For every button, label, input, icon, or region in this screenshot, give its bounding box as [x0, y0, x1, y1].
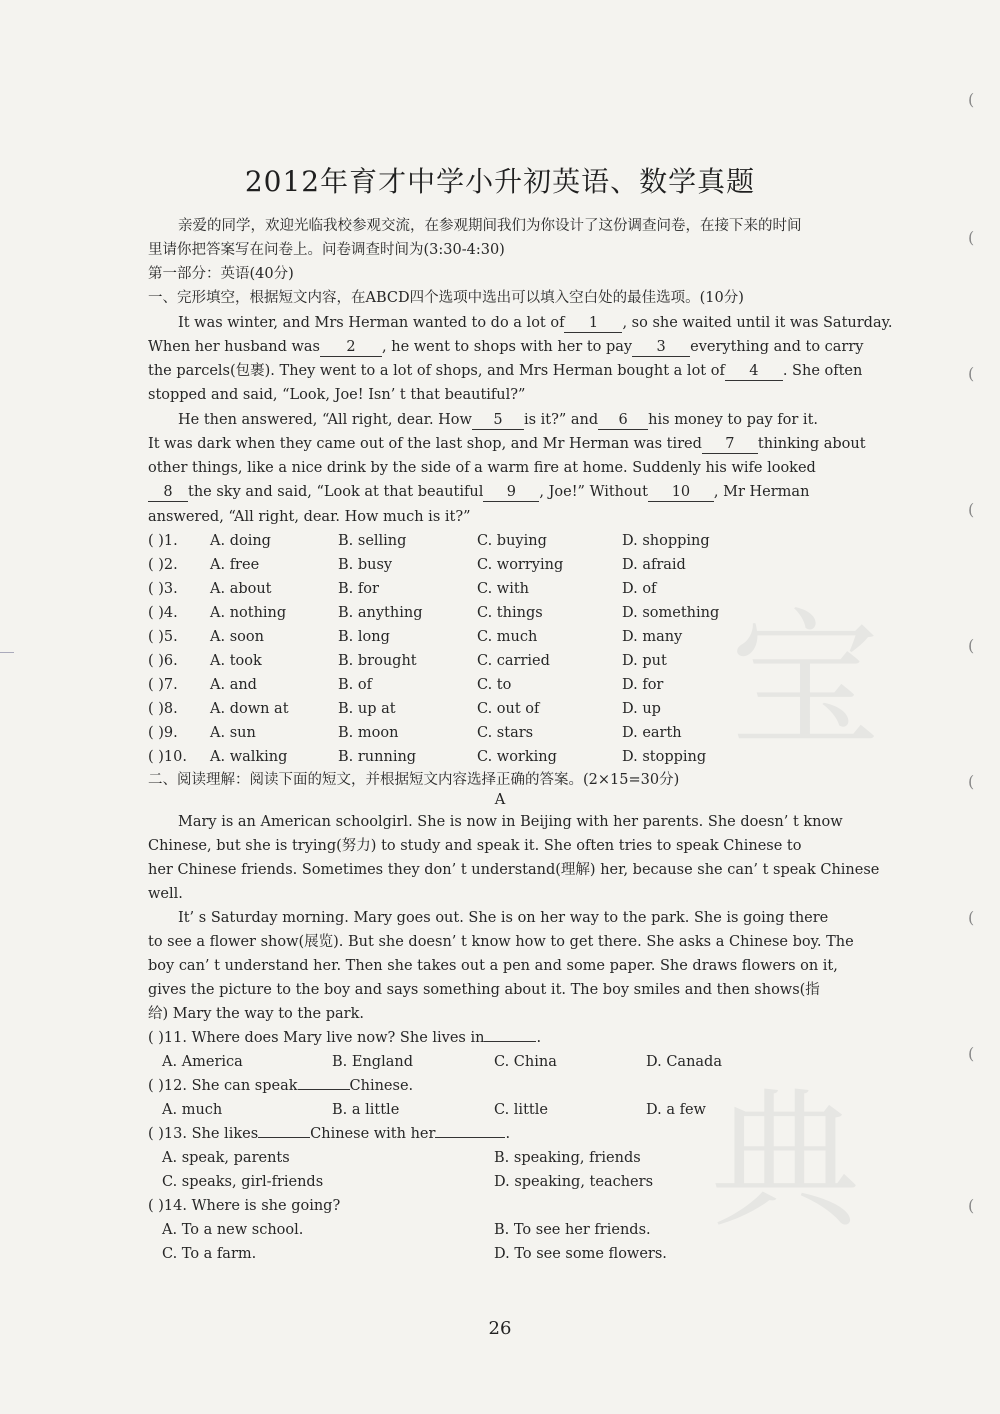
watermark-char-2: 典	[710, 1075, 861, 1249]
passage-line: 给) Mary the way to the park.	[148, 1006, 364, 1022]
option: C. little	[494, 1102, 548, 1118]
blank-10: 10	[648, 484, 714, 502]
cloze-line-7: other things, like a nice drink by the side of a warm fire at home. Suddenly his wife looked	[148, 460, 816, 476]
option: C. speaks, girl-friends	[162, 1174, 324, 1190]
option: A. America	[162, 1054, 243, 1070]
cloze-line-1: It was winter, and Mrs Herman wanted to do a lot of 1 , so she waited until it was Saturday.	[178, 315, 893, 331]
margin-mark: (	[968, 1044, 975, 1063]
margin-mark: (	[968, 364, 975, 383]
option: D. a few	[646, 1102, 706, 1118]
passage-line: boy can’ t understand her. Then she takes out a pen and some paper. She draws flowers on it,	[148, 958, 838, 974]
passage-line: to see a flower show(展览). But she doesn’ t know how to get there. She asks a Chinese boy. The	[148, 934, 854, 950]
blank-5: 5	[472, 412, 524, 430]
exam-page: 宝 典 ( ( ( ( ( ( ( ( ( 2012年育才中学小升初英语、数学真题 亲爱的同学，欢迎光临我校参观交流，在参观期间我们为你设计了这份调查问卷，在接下来的时间 里请你把答案写在问卷上。问卷调查时间为(3:30-4:30) 第一部分：英语(40分) 一、完形填空，根据短文内容，在ABCD四个选项中选出可以填入空白处的最佳选项。(10分) It was winter, and Mrs Herman wanted to do a lot of 1 , so she waited until it was Saturday. When her husband was 2 , he went to shops with her to pay 3 everything and to carry the parcels(包裹). They went to a lot of shops, and Mrs Herman bought a lot of 4 . She often stopped and said, “Look, Joe! Isn’ t that beautiful?” He then answered, “All right, dear. How 5 is it?” and 6 his money to pay for it. It was dark when they came out of the last shop, and Mr Herman was tired 7 thinking about other things, like a nice drink by the side of a warm fire at home. Suddenly his wife looked 8 the sky and said, “Look at that beautiful 9 , Joe!” Without 10 , Mr Herman answered, “All right, dear. How much is it?” ( )1. A. doing B. selling C. buying D. shopping ( )2. A. free B. busy C. worrying D. afraid ( )3. A. about B. for C. with D. of ( )4. A. nothing B. anything C. things D. something ( )5. A. soon B. long C. much D. many ( )6. A. took B. brought C. carried D. put ( )7. A. and B. of C. to D. for ( )8. A. down at B. up at C. out of D. up ( )9. A. sun B. moon C. stars D. earth ( )10. A. walking B. running C. working D. stopping 二、阅读理解：阅读下面的短文，并根据短文内容选择正确的答案。(2×15=30分) A Mary is an American schoolgirl. She is now in Beijing with her parents. She doesn’ t know Chinese, but she is trying(努力) to study and speak it. She often tries to speak Chinese to her Chinese friends. Sometimes they don’ t understand(理解) her, because she can’ t speak Chinese well. It’ s Saturday morning. Mary goes out. She is on her way to the park. She is going there to see a flower show(展览). But she doesn’ t know how to get there. She asks a Chinese boy. The boy can’ t understand her. Then she takes out a pen and some paper. She draws flowers on it, gives the picture to the boy and says something about it. The boy smiles and then shows(指 给) Mary the way to the park. ( )11. Where does Mary live now? She lives in . A. America B. England C. China D. Canada ( )12. She can speak Chinese. A. much B. a little C. little D. a few ( )13. She likes Chinese with her . A. speak, parents B. speaking, friends C. speaks, girl-friends D. speaking, teachers ( )14. Where is she going? A. To a new school. B. To see her friends. C. To a farm. D. To see some flowers. 26	[0, 0, 1000, 1414]
blank-7: 7	[702, 436, 758, 454]
option: C. China	[494, 1054, 557, 1070]
watermark-char-1: 宝	[730, 595, 881, 769]
cloze-line-3: the parcels(包裹). They went to a lot of shops, and Mrs Herman bought a lot of 4 . She often	[148, 363, 863, 379]
option: B. England	[332, 1054, 413, 1070]
margin-mark: (	[968, 636, 975, 655]
page-number: 26	[488, 1318, 512, 1339]
cloze-line-4: stopped and said, “Look, Joe! Isn’ t that beautiful?”	[148, 387, 526, 403]
blank-4: 4	[725, 363, 783, 381]
passage-line: well.	[148, 886, 183, 902]
margin-mark: (	[968, 500, 975, 519]
blank-2: 2	[320, 339, 382, 357]
option: A. speak, parents	[162, 1150, 290, 1166]
question-11: ( )11. Where does Mary live now? She lives in .	[148, 1030, 542, 1046]
answer-blank	[484, 1041, 536, 1042]
section-heading-reading: 二、阅读理解：阅读下面的短文，并根据短文内容选择正确的答案。(2×15=30分)	[148, 772, 680, 788]
blank-9: 9	[483, 484, 539, 502]
blank-8: 8	[148, 484, 188, 502]
option: D. To see some flowers.	[494, 1246, 667, 1262]
blank-3: 3	[632, 339, 690, 357]
section-heading-cloze: 一、完形填空，根据短文内容，在ABCD四个选项中选出可以填入空白处的最佳选项。(10分)	[148, 290, 744, 306]
option: B. To see her friends.	[494, 1222, 651, 1238]
intro-line-2: 里请你把答案写在问卷上。问卷调查时间为(3:30-4:30)	[148, 242, 505, 258]
cloze-line-2: When her husband was 2 , he went to shops with her to pay 3 everything and to carry	[148, 339, 864, 355]
margin-mark: (	[968, 1196, 975, 1215]
margin-mark: (	[968, 228, 975, 247]
passage-label: A	[494, 792, 506, 808]
blank-1: 1	[564, 315, 622, 333]
cloze-line-8: 8 the sky and said, “Look at that beautiful 9 , Joe!” Without 10 , Mr Herman	[148, 482, 883, 502]
blank-6: 6	[598, 412, 648, 430]
part-heading: 第一部分：英语(40分)	[148, 266, 294, 282]
cloze-line-9: answered, “All right, dear. How much is it?”	[148, 509, 471, 525]
answer-blank	[258, 1137, 310, 1138]
question-13: ( )13. She likes Chinese with her .	[148, 1126, 511, 1142]
option: A. To a new school.	[162, 1222, 304, 1238]
cloze-line-6: It was dark when they came out of the last shop, and Mr Herman was tired 7 thinking about	[148, 436, 866, 452]
option: D. Canada	[646, 1054, 722, 1070]
cloze-line-5: He then answered, “All right, dear. How 5 is it?” and 6 his money to pay for it.	[178, 412, 819, 428]
margin-mark: (	[968, 90, 975, 109]
option: A. much	[162, 1102, 223, 1118]
margin-mark: (	[968, 772, 975, 791]
passage-line: It’ s Saturday morning. Mary goes out. She is on her way to the park. She is going there	[178, 910, 829, 926]
passage-line: Chinese, but she is trying(努力) to study and speak it. She often tries to speak Chinese to	[148, 838, 802, 854]
option: D. speaking, teachers	[494, 1174, 654, 1190]
answer-blank	[435, 1137, 505, 1138]
margin-mark: (	[968, 908, 975, 927]
answer-blank	[298, 1089, 350, 1090]
binding-mark	[0, 652, 14, 653]
question-14: ( )14. Where is she going?	[148, 1198, 341, 1214]
option: B. a little	[332, 1102, 400, 1118]
passage-line: Mary is an American schoolgirl. She is now in Beijing with her parents. She doesn’ t know	[178, 814, 843, 830]
passage-line: gives the picture to the boy and says something about it. The boy smiles and then shows(指	[148, 982, 820, 998]
intro-line-1: 亲爱的同学，欢迎光临我校参观交流，在参观期间我们为你设计了这份调查问卷，在接下来的时间	[178, 218, 802, 234]
option: C. To a farm.	[162, 1246, 257, 1262]
passage-line: her Chinese friends. Sometimes they don’ t understand(理解) her, because she can’ t speak Chinese	[148, 862, 880, 878]
option: B. speaking, friends	[494, 1150, 641, 1166]
question-12: ( )12. She can speak Chinese.	[148, 1078, 414, 1094]
page-title: 2012年育才中学小升初英语、数学真题	[244, 165, 756, 198]
